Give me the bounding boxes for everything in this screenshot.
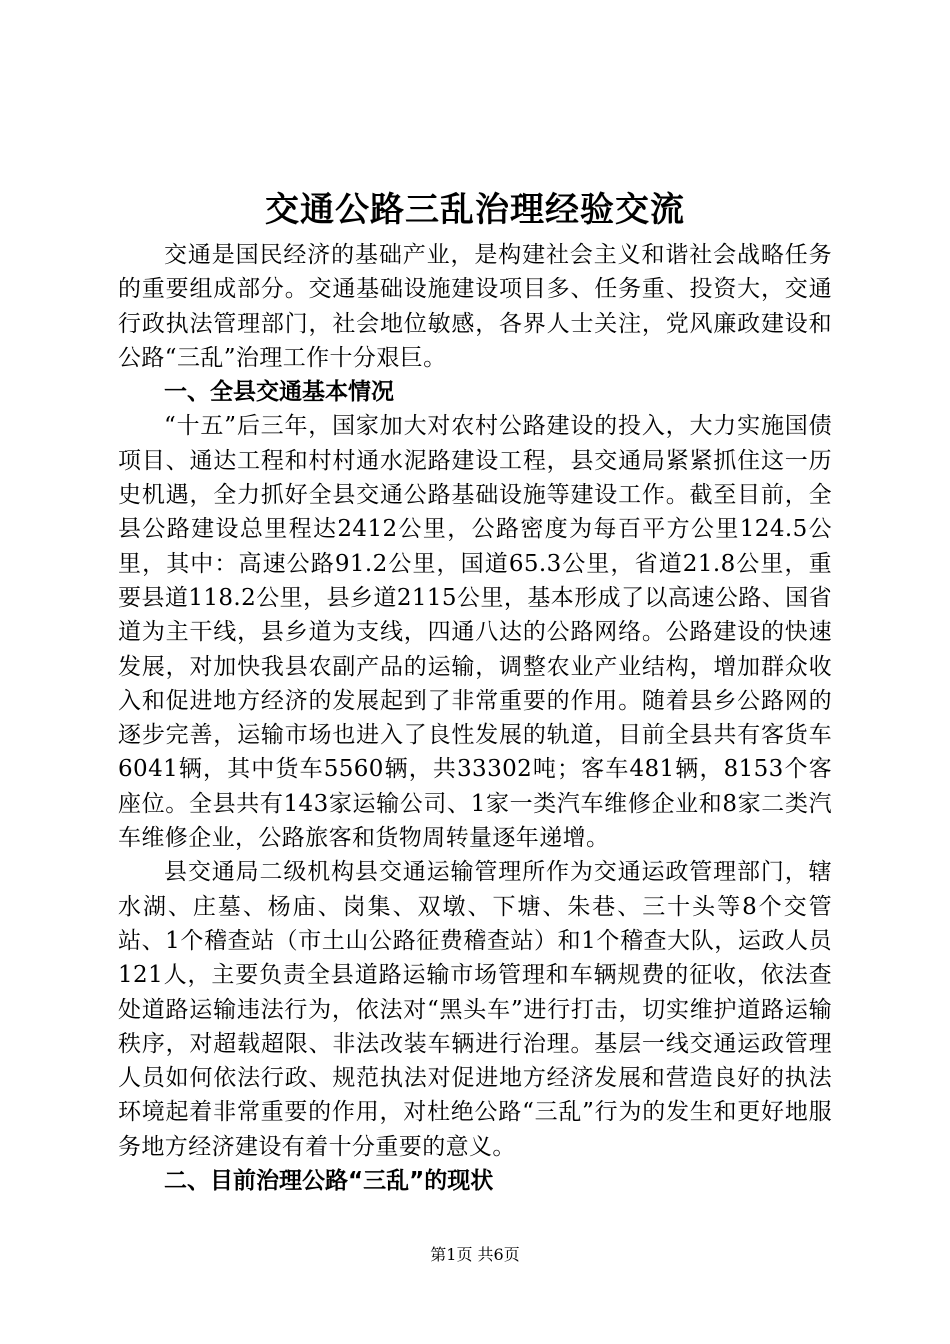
document-body <box>118 238 832 1198</box>
section-heading-2: 二、目前治理公路“三乱”的现状 <box>164 1168 494 1195</box>
section-heading-1: 一、全县交通基本情况 <box>164 379 394 406</box>
intro-paragraph: 交通是国民经济的基础产业，是构建社会主义和谐社会战略任务的重要组成部分。交通基础设施建设项目多、任务重、投资大，交通行政执法管理部门，社会地位敏感，各界人士关注，党风廉政建设和公路“三乱”治理工作十分艰巨。 <box>118 242 832 371</box>
section-1-paragraph-2: 县交通局二级机构县交通运输管理所作为交通运政管理部门，辖水湖、庄墓、杨庙、岗集、双墩、下塘、朱巷、三十头等8个交管站、1个稽查站（市土山公路征费稽查站）和1个稽查大队，运政人员121人，主要负责全县道路运输市场管理和车辆规费的征收，依法查处道路运输违法行为，依法对“黑头车”进行打击，切实维护道路运输秩序，对超载超限、非法改装车辆进行治理。基层一线交通运政管理人员如何依法行政、规范执法对促进地方经济发展和营造良好的执法环境起着非常重要的作用，对杜绝公路“三乱”行为的发生和更好地服务地方经济建设有着十分重要的意义。 <box>118 859 832 1160</box>
section-1-paragraph-1: “十五”后三年，国家加大对农村公路建设的投入，大力实施国债项目、通达工程和村村通水泥路建设工程，县交通局紧紧抓住这一历史机遇，全力抓好全县交通公路基础设施等建设工作。截至目前，全县公路建设总里程达2412公里，公路密度为每百平方公里124.5公里，其中：高速公路91.2公里，国道65.3公里，省道21.8公里，重要县道118.2公里，县乡道2115公里，基本形成了以高速公路、国省道为主干线，县乡道为支线，四通八达的公路网络。公路建设的快速发展，对加快我县农副产品的运输，调整农业产业结构，增加群众收入和促进地方经济的发展起到了非常重要的作用。随着县乡公路网的逐步完善，运输市场也进入了良性发展的轨道，目前全县共有客货车6041辆，其中货车5560辆，共33302吨；客车481辆，8153个客座位。全县共有143家运输公司、1家一类汽车维修企业和8家二类汽车维修企业，公路旅客和货物周转量逐年递增。 <box>118 413 832 852</box>
page-number-footer: 第1页 共6页 <box>430 1245 520 1264</box>
document-title: 交通公路三乱治理经验交流 <box>265 190 685 230</box>
